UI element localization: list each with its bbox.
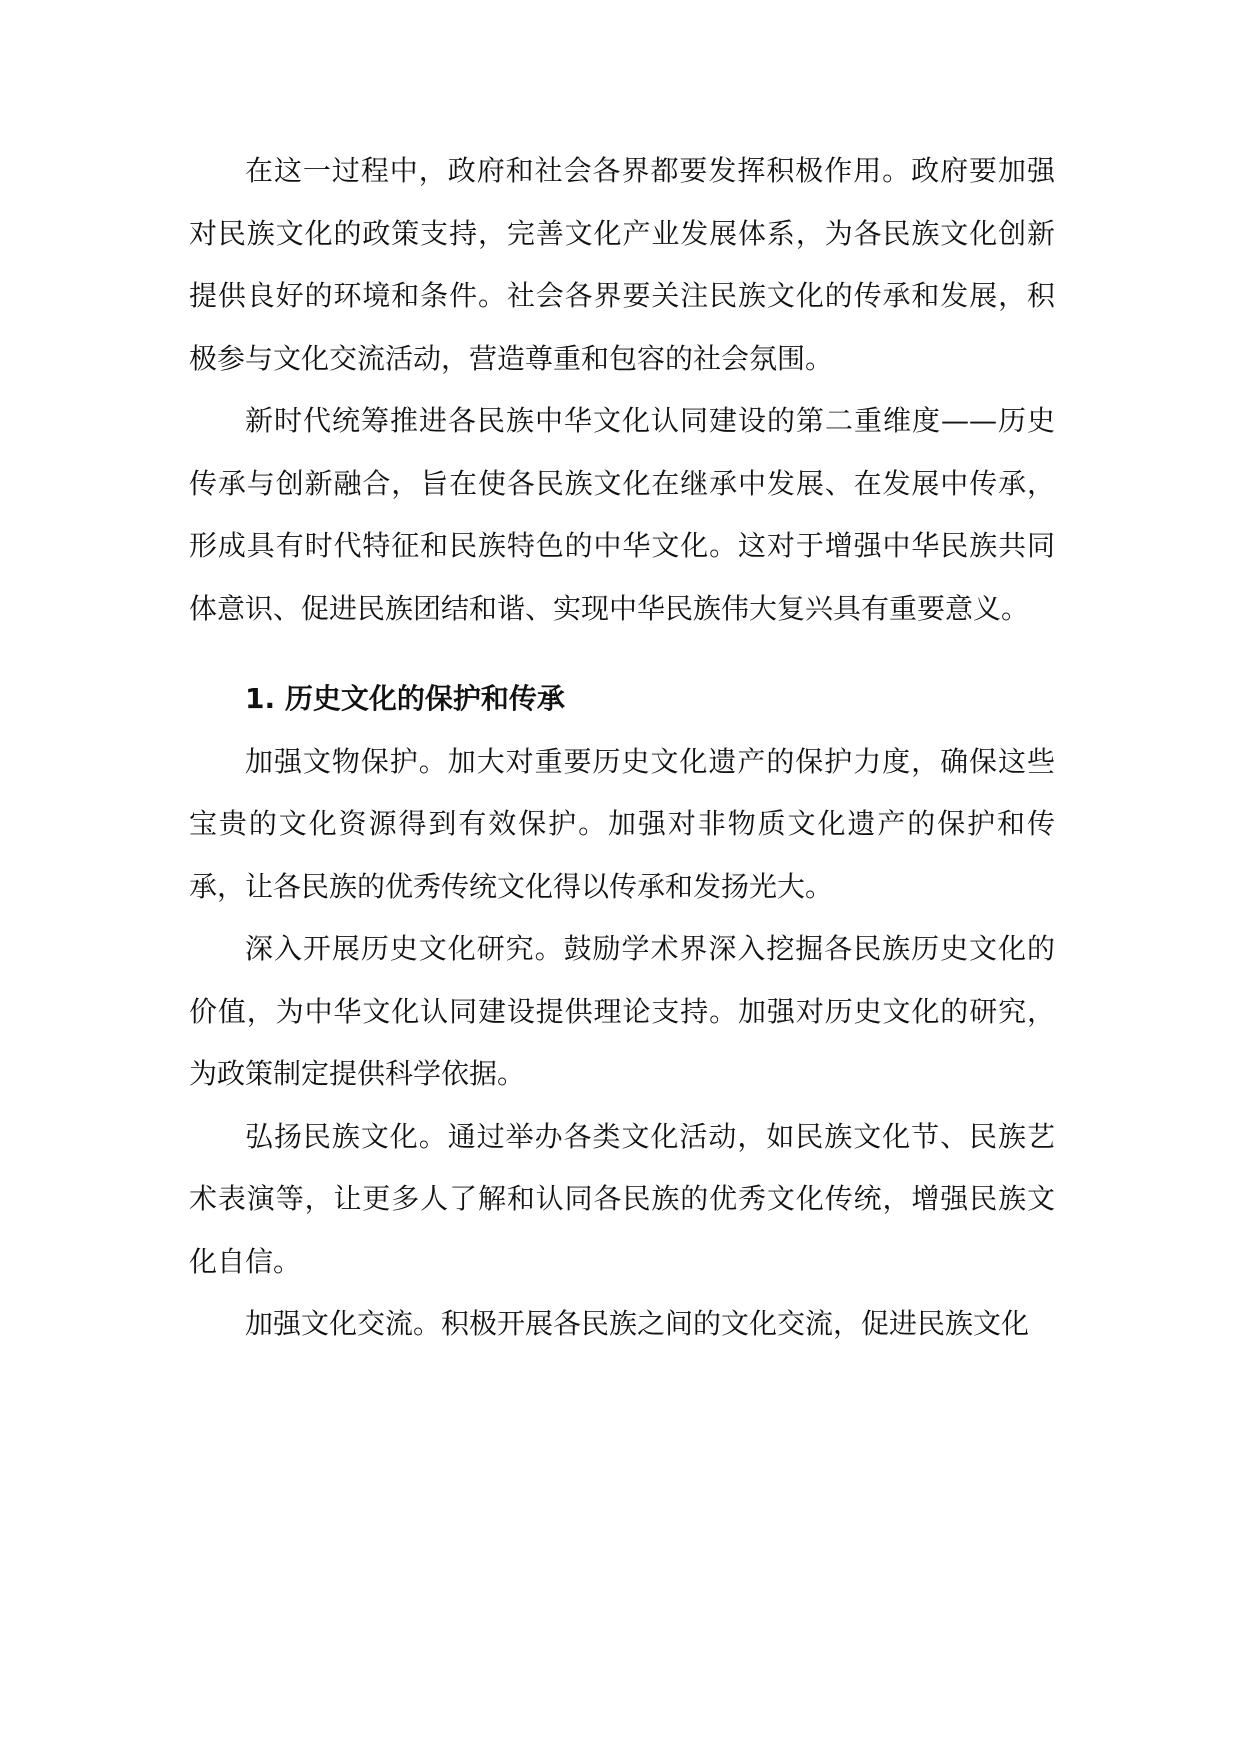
paragraph-second-dimension: 新时代统筹推进各民族中华文化认同建设的第二重维度——历史传承与创新融合，旨在使各民族文化在继承中发展、在发展中传承，形成具有时代特征和民族特色的中华文化。这对于增强中华民族共同体意识、促进民族团结和谐、实现中华民族伟大复兴具有重要意义。 [189, 404, 1055, 625]
section-heading: 1. 历史文化的保护和传承 [245, 682, 565, 715]
paragraph-government-role: 在这一过程中，政府和社会各界都要发挥积极作用。政府要加强对民族文化的政策支持，完善文化产业发展体系，为各民族文化创新提供良好的环境和条件。社会各界要关注民族文化的传承和发展，积极参与文化交流活动，营造尊重和包容的社会氛围。 [189, 154, 1055, 375]
paragraph-cultural-exchange: 加强文化交流。积极开展各民族之间的文化交流，促进民族文化 [245, 1307, 1030, 1340]
document-body [189, 140, 1055, 1356]
paragraph-history-research: 深入开展历史文化研究。鼓励学术界深入挖掘各民族历史文化的价值，为中华文化认同建设提供理论支持。加强对历史文化的研究，为政策制定提供科学依据。 [189, 932, 1055, 1090]
paragraph-cultural-relics: 加强文物保护。加大对重要历史文化遗产的保护力度，确保这些宝贵的文化资源得到有效保护。加强对非物质文化遗产的保护和传承，让各民族的优秀传统文化得以传承和发扬光大。 [189, 744, 1055, 903]
paragraph-promote-culture: 弘扬民族文化。通过举办各类文化活动，如民族文化节、民族艺术表演等，让更多人了解和认同各民族的优秀文化传统，增强民族文化自信。 [189, 1119, 1055, 1278]
